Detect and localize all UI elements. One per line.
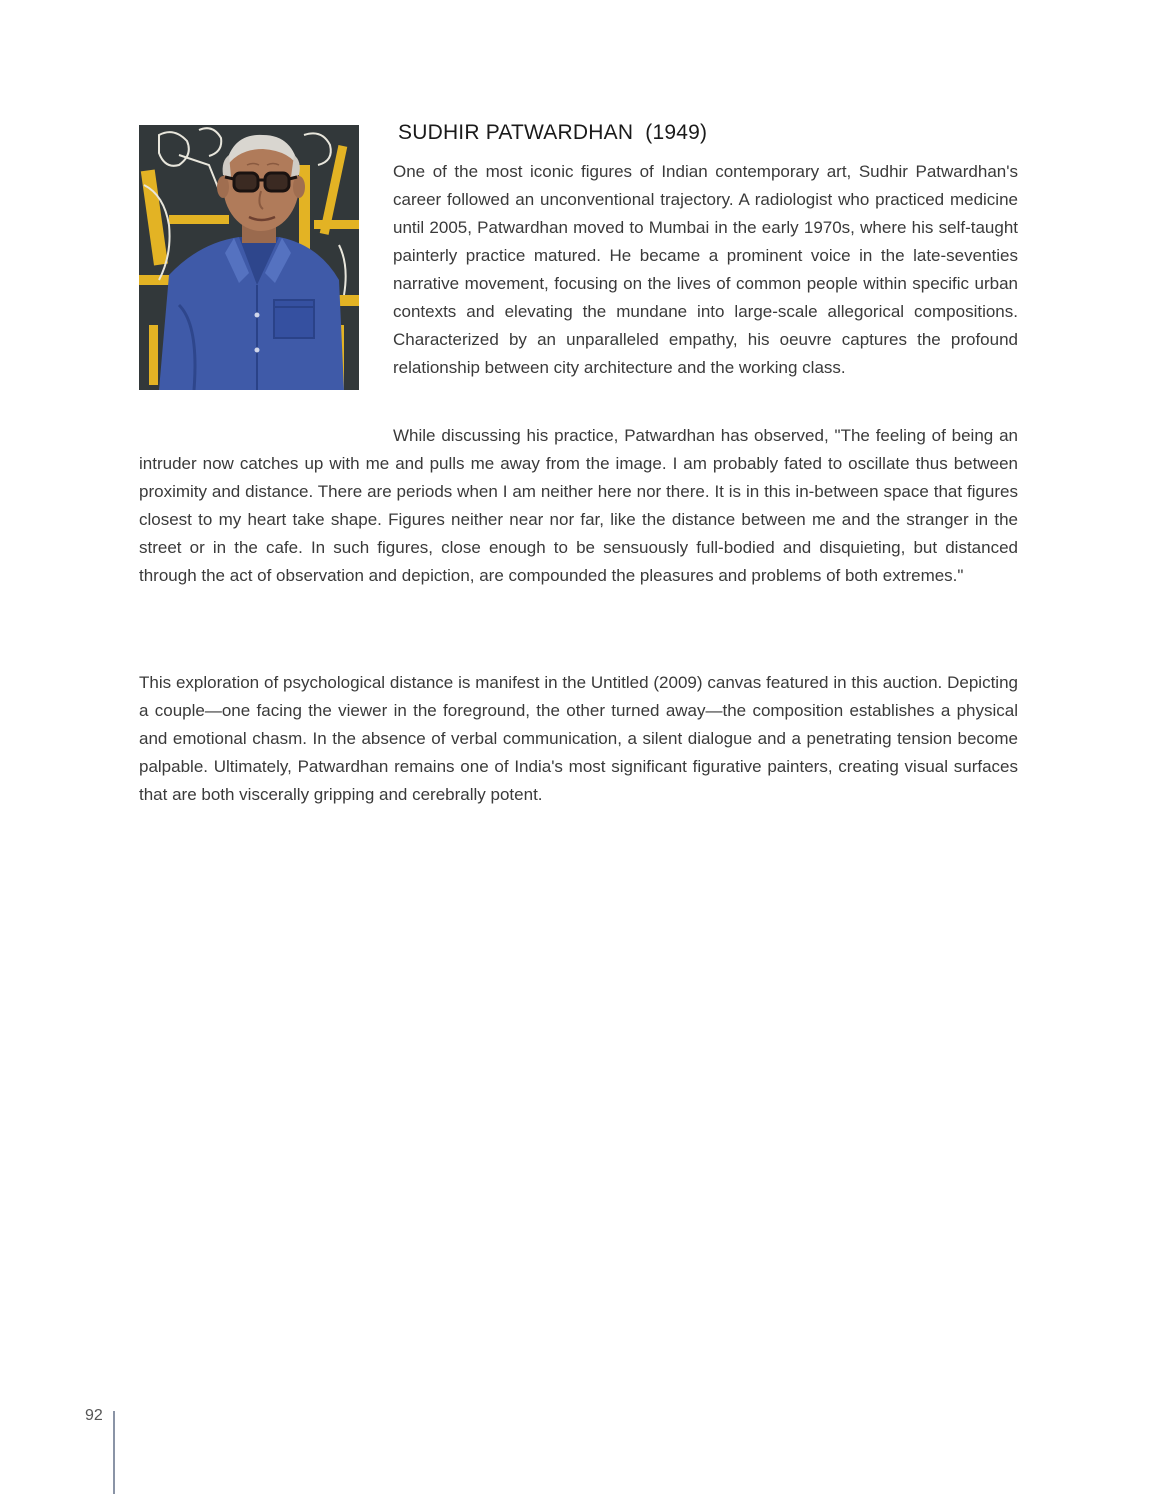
biography-paragraph-2: While discussing his practice, Patwardhan has observed, "The feeling of being an intruder now catches up with me and pulls me away from the image. I am probably fated to oscillate thus between proximity and distance. There are periods when I am neither here nor there. It is in this in-between space that figures closest to my heart take shape. Figures neither near nor far, like the distance between me and the stranger in the street or in the cafe. In such figures, close enough to be sensuously full-bodied and disquieting, but distanced through the act of observation and depiction, are compounded the pleasures and problems of both extremes.": [139, 426, 1018, 585]
biography-paragraph-1: One of the most iconic figures of Indian contemporary art, Sudhir Patwardhan's career followed an unconventional trajectory. A radiologist who practiced medicine until 2005, Patwardhan moved to Mumbai in the early 1970s, where his self-taught painterly practice matured. He became a prominent voice in the late-seventies narrative movement, focusing on the lives of common people within specific urban contexts and elevating the mundane into large-scale allegorical compositions. Characterized by an unparalleled empathy, his oeuvre captures the profound relationship between city architecture and the working class.: [393, 162, 1018, 377]
page-number: 92: [85, 1407, 103, 1424]
artist-portrait-photo: [139, 125, 359, 390]
artist-portrait-illustration: [139, 125, 359, 390]
page-margin-rule: [113, 1411, 115, 1494]
artist-name-heading: SUDHIR PATWARDHAN (1949): [398, 121, 708, 144]
biography-paragraph-3: This exploration of psychological distance is manifest in the Untitled (2009) canvas featured in this auction. Depicting a couple—one facing the viewer in the foreground, the other turned away—the composition establishes a physical and emotional chasm. In the absence of verbal communication, a silent dialogue and a penetrating tension become palpable. Ultimately, Patwardhan remains one of India's most significant figurative painters, creating visual surfaces that are both viscerally gripping and cerebrally potent.: [139, 673, 1018, 804]
